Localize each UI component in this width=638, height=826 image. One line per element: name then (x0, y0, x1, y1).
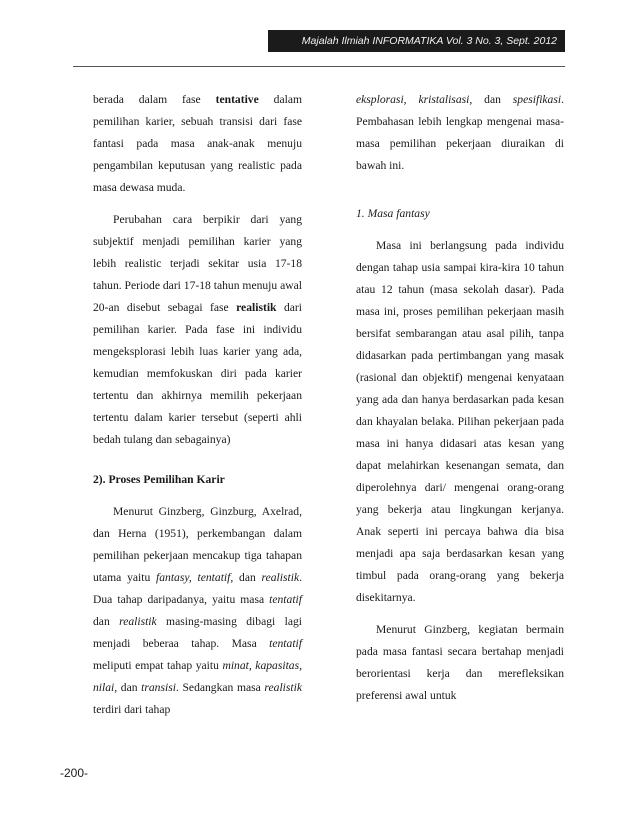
bold-term: realistik (236, 301, 277, 314)
text-span: terdiri dari tahap (93, 703, 171, 716)
text-span: dari pemilihan karier. Pada fase ini individu mengeksplorasi lebih luas karier yang ada, kemudian memfokuskan diri pada karier tertentu dan akhirnya memilih pekerjaan tertentu dalam karier tersebut (seperti ahli bedah tulang dan sebagainya) (93, 301, 302, 446)
text-span: berada dalam fase (93, 93, 216, 106)
header-divider (73, 66, 565, 67)
left-paragraph-2 (93, 209, 302, 451)
text-span: dan (472, 93, 513, 106)
left-paragraph-3 (93, 501, 302, 721)
text-span: , dan (230, 571, 262, 584)
bold-term: tentative (215, 93, 259, 106)
italic-term: eksplorasi, kristalisasi, (356, 93, 473, 106)
text-span: dan (117, 681, 142, 694)
page-number: -200- (60, 766, 89, 780)
text-span: Perubahan cara berpikir dari yang subjektif menjadi pemilihan karier yang lebih realistic terjadi sekitar usia 17-18 tahun. Periode dari 17-18 tahun menuju awal 20-an disebut sebagai fase (93, 213, 302, 314)
subsection-heading: 1. Masa fantasy (356, 207, 430, 220)
italic-term: tentatif (269, 593, 302, 606)
right-paragraph-2: Masa ini berlangsung pada individu dengan tahap usia sampai kira-kira 10 tahun atau 12 tahun (masa sekolah dasar). Pada masa ini, proses pemilihan pekerjaan masih bersifat sembarangan atau asal pilih, tanpa didasarkan pada pertimbangan yang masak (rasional dan objektif) mengenai kenyataan yang ada dan hanya berdasarkan pada kesan dan khayalan belaka. Pilihan pekerjaan pada masa ini hanya didasari atas kesan yang dapat melahirkan kesenangan semata, dan diperolehnya dari/ mengenai orang-orang yang bekerja atau lingkungan kerjanya. Anak seperti ini percaya bahwa dia bisa menjadi apa saja berdasarkan kesan yang timbul pada orang-orang yang bekerja disekitarnya. (356, 239, 564, 604)
italic-term: minat, kapasitas, nilai, (93, 659, 303, 694)
text-span: Menurut Ginzberg, Ginzburg, Axelrad, dan Herna (1951), perkembangan dalam pemilihan pekerjaan mencakup tiga tahapan utama yaitu (93, 505, 302, 584)
italic-term: realistik (119, 615, 157, 628)
journal-header-banner (268, 30, 565, 52)
journal-title: Majalah Ilmiah INFORMATIKA Vol. 3 No. 3, Sept. 2012 (301, 35, 557, 47)
italic-term: spesifikasi (512, 93, 562, 106)
left-column (93, 89, 302, 721)
left-paragraph-1 (93, 89, 302, 199)
italic-term: realistik (264, 681, 302, 694)
text-span: dalam pemilihan karier, sebuah transisi dari fase fantasi pada masa anak-anak menuju pengambilan keputusan yang realistic pada masa dewasa muda. (93, 93, 302, 194)
text-span: . Pembahasan lebih lengkap mengenai masa-masa pemilihan pekerjaan diuraikan di bawah ini. (356, 93, 564, 172)
italic-term: fantasy, tentatif (156, 571, 231, 584)
italic-term: tentatif (269, 637, 302, 650)
section-heading: 2). Proses Pemilihan Karir (93, 473, 225, 486)
text-span: . Sedangkan masa (175, 681, 265, 694)
right-paragraph-3: Menurut Ginzberg, kegiatan bermain pada masa fantasi secara bertahap menjadi berorientasi kerja dan merefleksikan preferensi awal untuk (356, 623, 564, 702)
right-paragraph-1 (356, 89, 564, 177)
text-span: dan (93, 615, 120, 628)
right-column (356, 89, 564, 707)
text-span: masing-masing dibagi lagi menjadi beberaa tahap. Masa (93, 615, 302, 650)
italic-term: transisi (141, 681, 176, 694)
italic-term: realistik (261, 571, 300, 584)
text-span: . Dua tahap daripadanya, yaitu masa (93, 571, 303, 606)
text-span: meliputi empat tahap yaitu (93, 659, 223, 672)
